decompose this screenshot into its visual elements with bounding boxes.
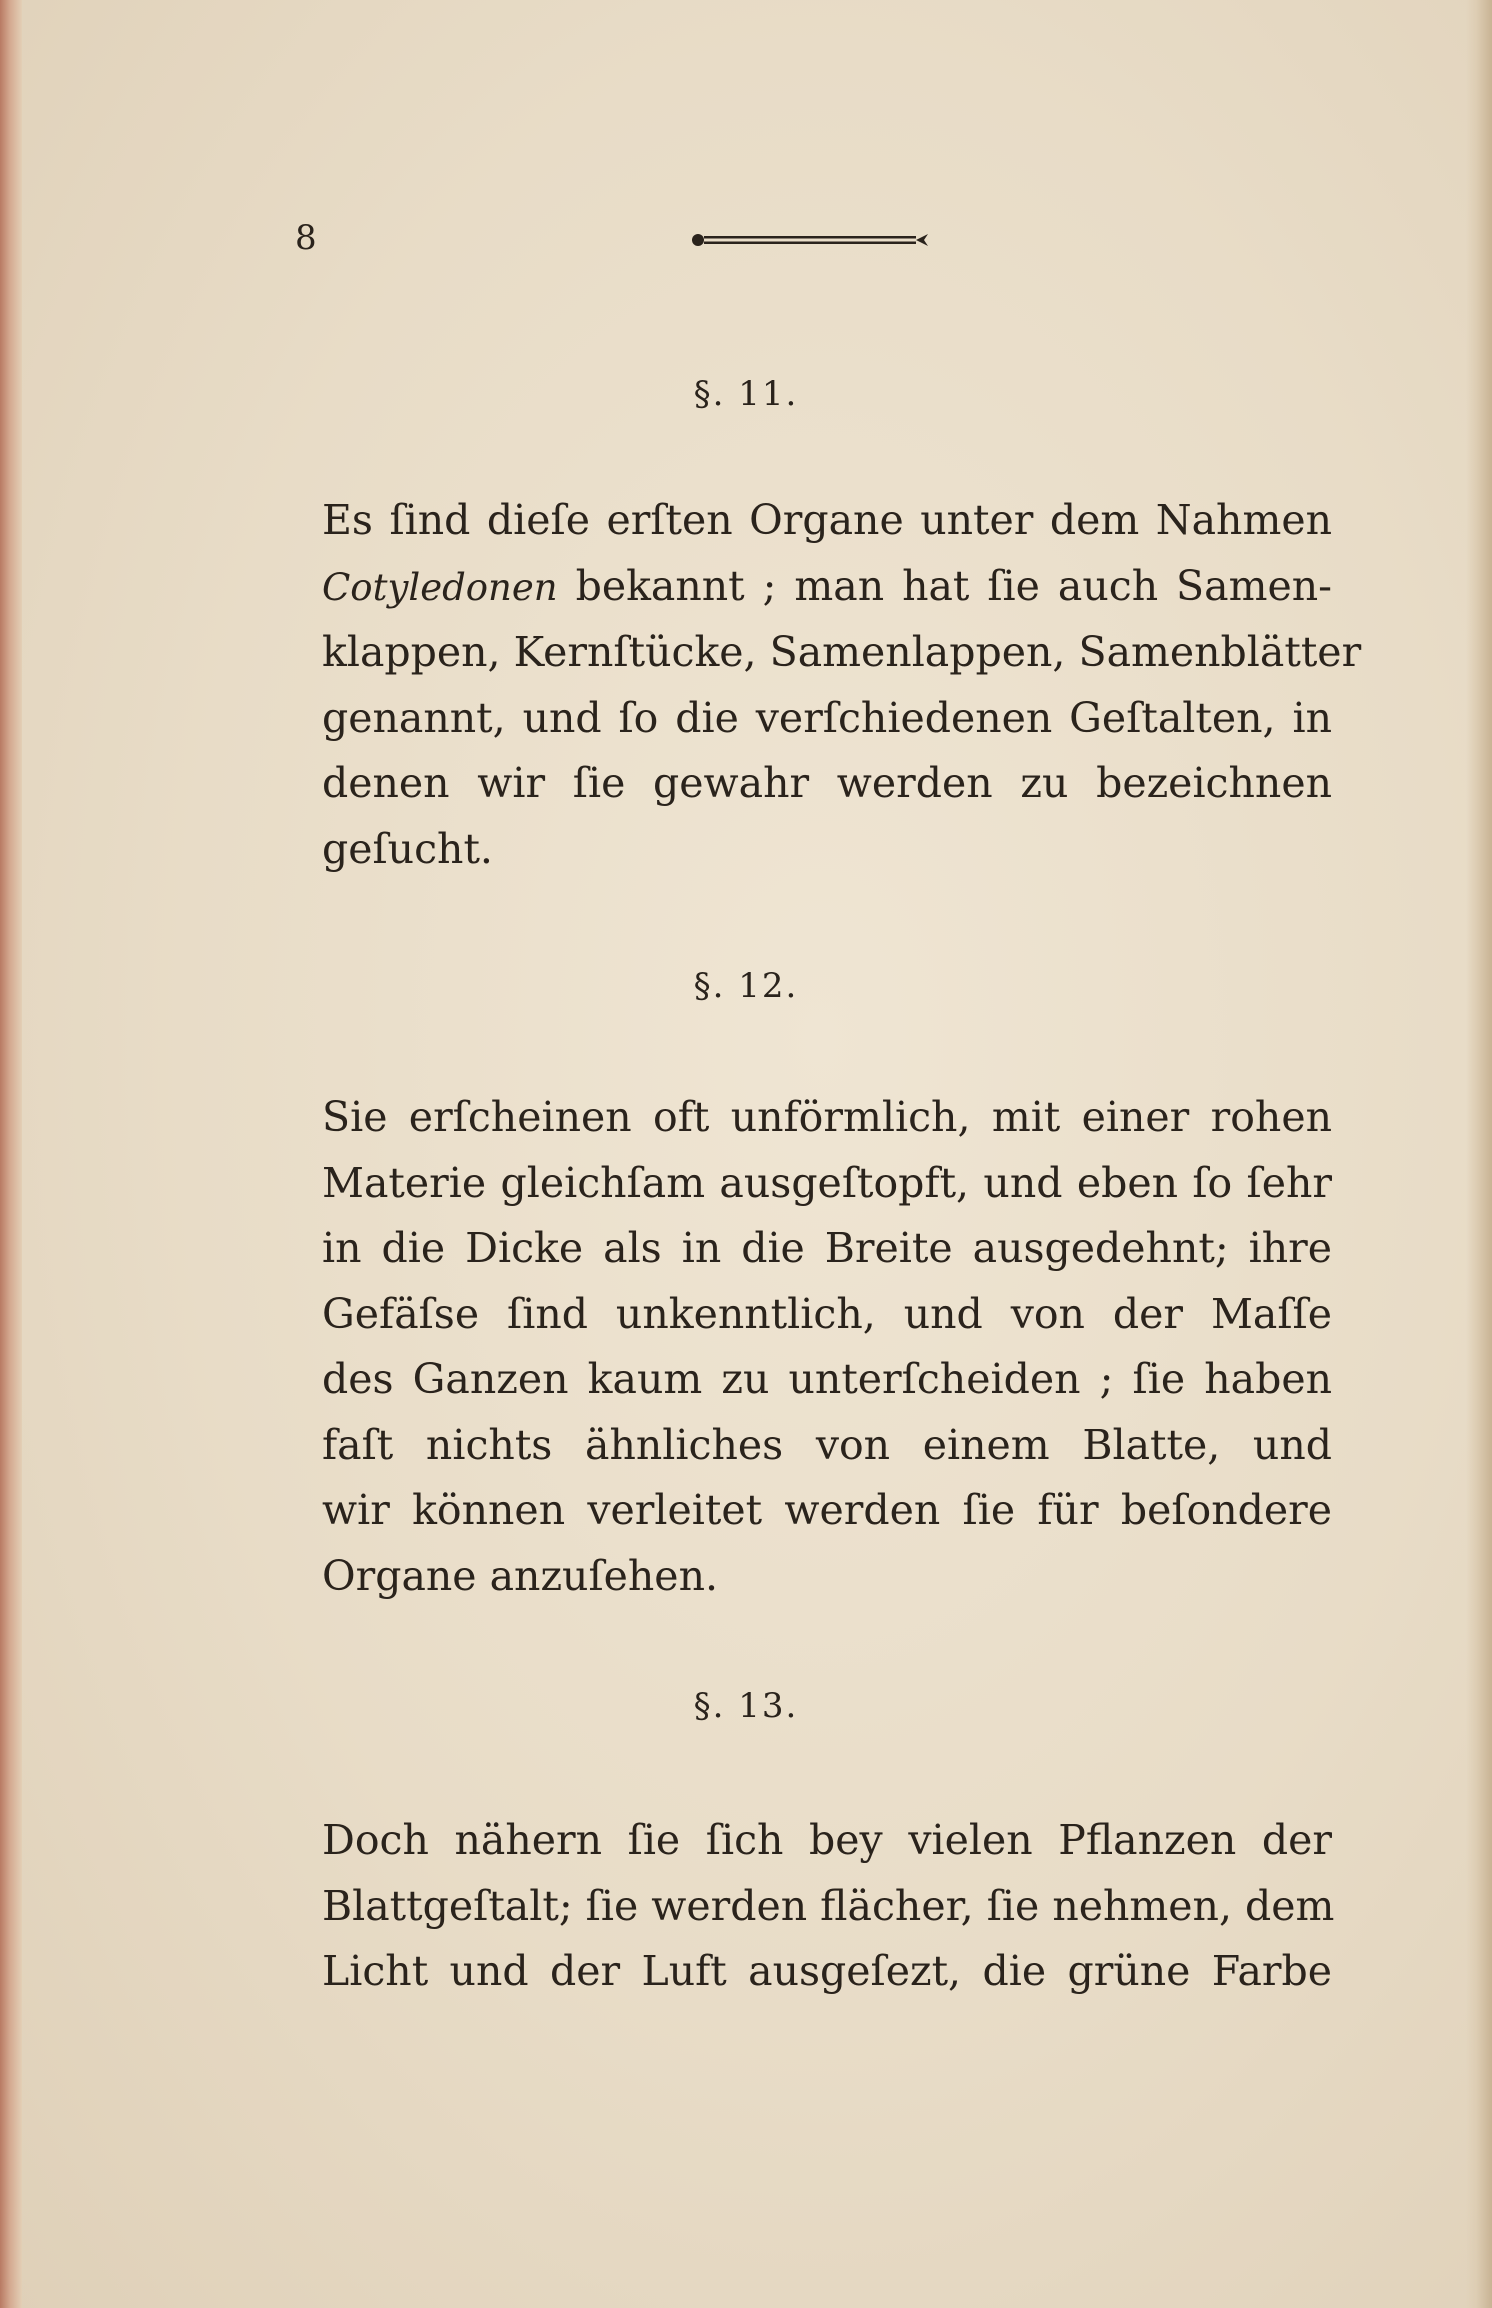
page-outer-edge [1466,0,1492,2308]
text-line: Es ſind dieſe erſten Organe unter dem Nahmen [322,496,1332,544]
section-13-paragraph [322,1808,1335,2005]
text-line: Doch nähern ſie ſich bey vielen Pflanzen der [322,1816,1332,1864]
text-line: geſucht. [322,824,493,873]
text-line: Materie gleichſam ausgeſtopft, und eben ſo ſehr [322,1158,1332,1207]
text-line: in die Dicke als in die Breite ausgedehnt; ihre [322,1224,1332,1272]
section-11-paragraph [322,488,1362,882]
page-spine-edge [0,0,22,2308]
page-number: 8 [295,218,317,258]
text-line: faſt nichts ähnliches von einem Blatte, und [322,1420,1332,1469]
text-line: genannt, und ſo die verſchiedenen Geſtalten, in [322,693,1332,742]
section-heading-11: §. 11. [693,374,799,414]
header-ornament-icon [690,230,930,250]
text-line: des Ganzen kaum zu unterſcheiden ; ſie haben [322,1355,1332,1403]
text-line: Organe anzuſehen. [322,1551,719,1600]
section-heading-12: §. 12. [693,966,799,1006]
text-line: klappen, Kernſtücke, Samenlappen, Samenblätter [322,628,1362,676]
section-12-paragraph [322,1085,1332,1609]
text-line: Blattgeſtalt; ſie werden flächer, ſie nehmen, dem [322,1881,1335,1930]
running-header [295,218,1195,258]
text-line: denen wir ſie gewahr werden zu bezeichnen [322,759,1332,807]
italic-term: Cotyledonen [322,565,558,609]
text-line: Licht und der Luft ausgeſezt, die grüne Farbe [322,1947,1332,1995]
text-line: Sie erſcheinen oft unförmlich, mit einer rohen [322,1093,1332,1141]
text-line: Gefäſse ſind unkenntlich, und von der Maſſe [322,1289,1332,1338]
text-line: Cotyledonen bekannt ; man hat ſie auch Samen- [322,561,1332,610]
text-line: wir können verleitet werden ſie für beſondere [322,1486,1332,1534]
section-heading-13: §. 13. [693,1686,799,1726]
